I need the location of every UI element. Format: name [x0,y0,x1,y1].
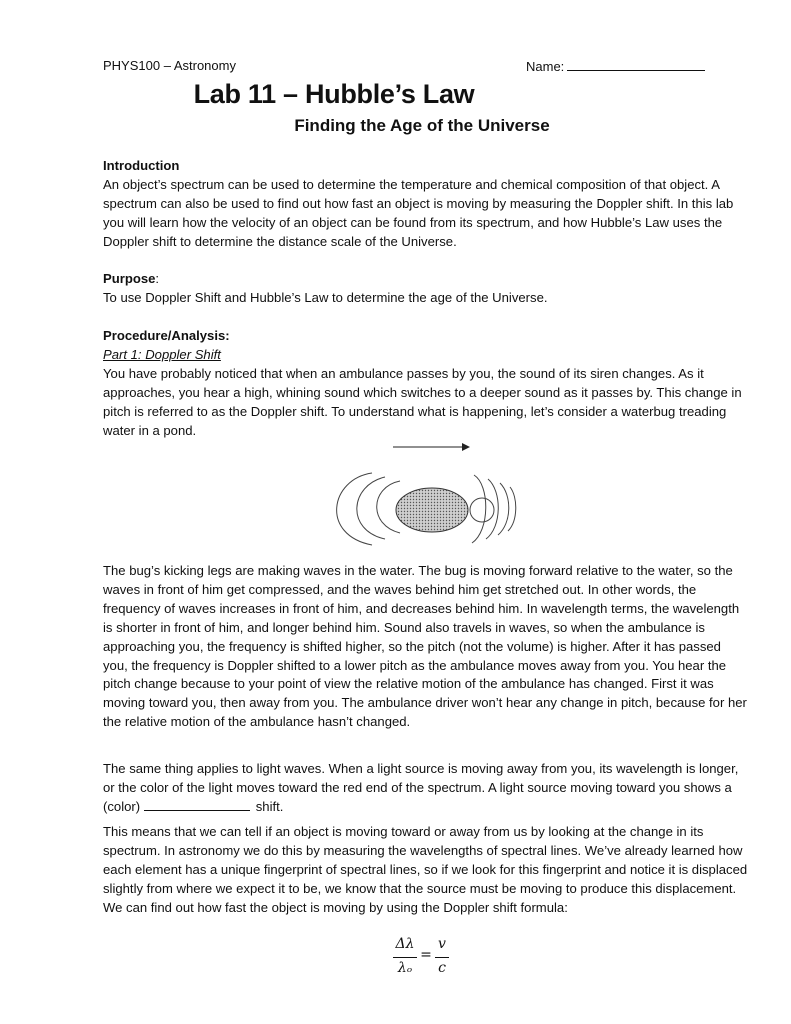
formula-rhs-bar [435,957,449,958]
light-suffix: shift. [255,798,284,814]
doppler-formula [389,936,459,980]
formula-rhs-denominator: c [438,960,446,976]
course-label: PHYS100 – Astronomy [103,58,236,73]
light-paragraph [103,760,748,817]
waterbug-diagram [310,435,530,555]
color-answer-blank[interactable] [144,798,250,811]
formula-lhs-denominator: λₒ [397,960,413,976]
wave-rings-behind [337,473,400,545]
page-subtitle: Finding the Age of the Universe [294,116,550,135]
purpose-section [103,270,748,308]
part1-heading: Part 1: Doppler Shift [103,346,221,362]
formula-lhs-numerator: Δλ [395,936,415,952]
formula-lhs-bar [393,957,417,958]
purpose-text: To use Doppler Shift and Hubble’s Law to determine the age of the Universe. [103,289,548,305]
formula-equals: = [420,947,432,963]
spectrum-paragraph: This means that we can tell if an object is moving toward or away from us by looking at the change in its spectrum. In astronomy we do this by measuring the wavelengths of spectral lines. We’ve already learned how each element has a unique fingerprint of spectral lines, so if we look for this fingerprint and notice it is displaced slightly from where we expect it to be, we know that the source must be moving to produce this displacement. We can find out how fast the object is moving by using the Doppler shift formula: [103,824,748,915]
waterbug-body [396,488,468,532]
page-title: Lab 11 – Hubble’s Law [193,79,475,109]
name-blank[interactable] [567,58,705,71]
name-field[interactable] [526,58,705,75]
motion-arrow [393,443,470,451]
purpose-colon: : [155,271,160,286]
name-label: Name: [526,59,565,74]
waterbug-explanation: The bug’s kicking legs are making waves in the water. The bug is moving forward relative to the water, so the waves in front of him get compressed, and the waves behind him get stretched out. In other words, the frequency of waves increases in front of him, and decreases behind him. In wavelength terms, the wavelength is shorter in front of him, and longer behind him. Sound also travels in waves, so when the ambulance is approaching you, the frequency is shifted higher, so the pitch (not the volume) is higher. After it has passed you, the frequency is Doppler shifted to a lower pitch as the ambulance moves away from you. You hear the pitch change because to your point of view the relative motion of the ambulance has changed. First it was moving toward you, then away from you. The ambulance driver won’t hear any change in pitch, because for her the relative motion of the ambulance hasn’t changed. [103,563,747,730]
part1-text: You have probably noticed that when an ambulance passes by you, the sound of its siren changes. As it approaches, you hear a high, whining sound which switches to a deeper sound as it passes by. This change in pitch is referred to as the Doppler shift. To understand what is happening, let’s consider a waterbug treading water in a pond. [103,365,742,438]
introduction-text: An object’s spectrum can be used to determine the temperature and chemical composition of that object. A spectrum can also be used to find out how fast an object is moving by measuring the Doppler shift. In this lab you will learn how the velocity of an object can be found from its spectrum, and how Hubble’s Law uses the Doppler shift to determine the distance scale of the Universe. [103,176,734,249]
front-ripple [470,498,494,522]
formula-rhs-numerator: v [438,936,446,952]
introduction-heading: Introduction [103,158,180,173]
procedure-section [103,327,748,440]
light-text: The same thing applies to light waves. When a light source is moving away from you, its wavelength is longer, or the color of the light moves toward the red end of the spectrum. A light source moving toward you shows a (color) [103,761,739,814]
purpose-heading: Purpose [103,271,156,286]
introduction-section [103,157,748,252]
procedure-heading: Procedure/Analysis: [103,328,230,343]
